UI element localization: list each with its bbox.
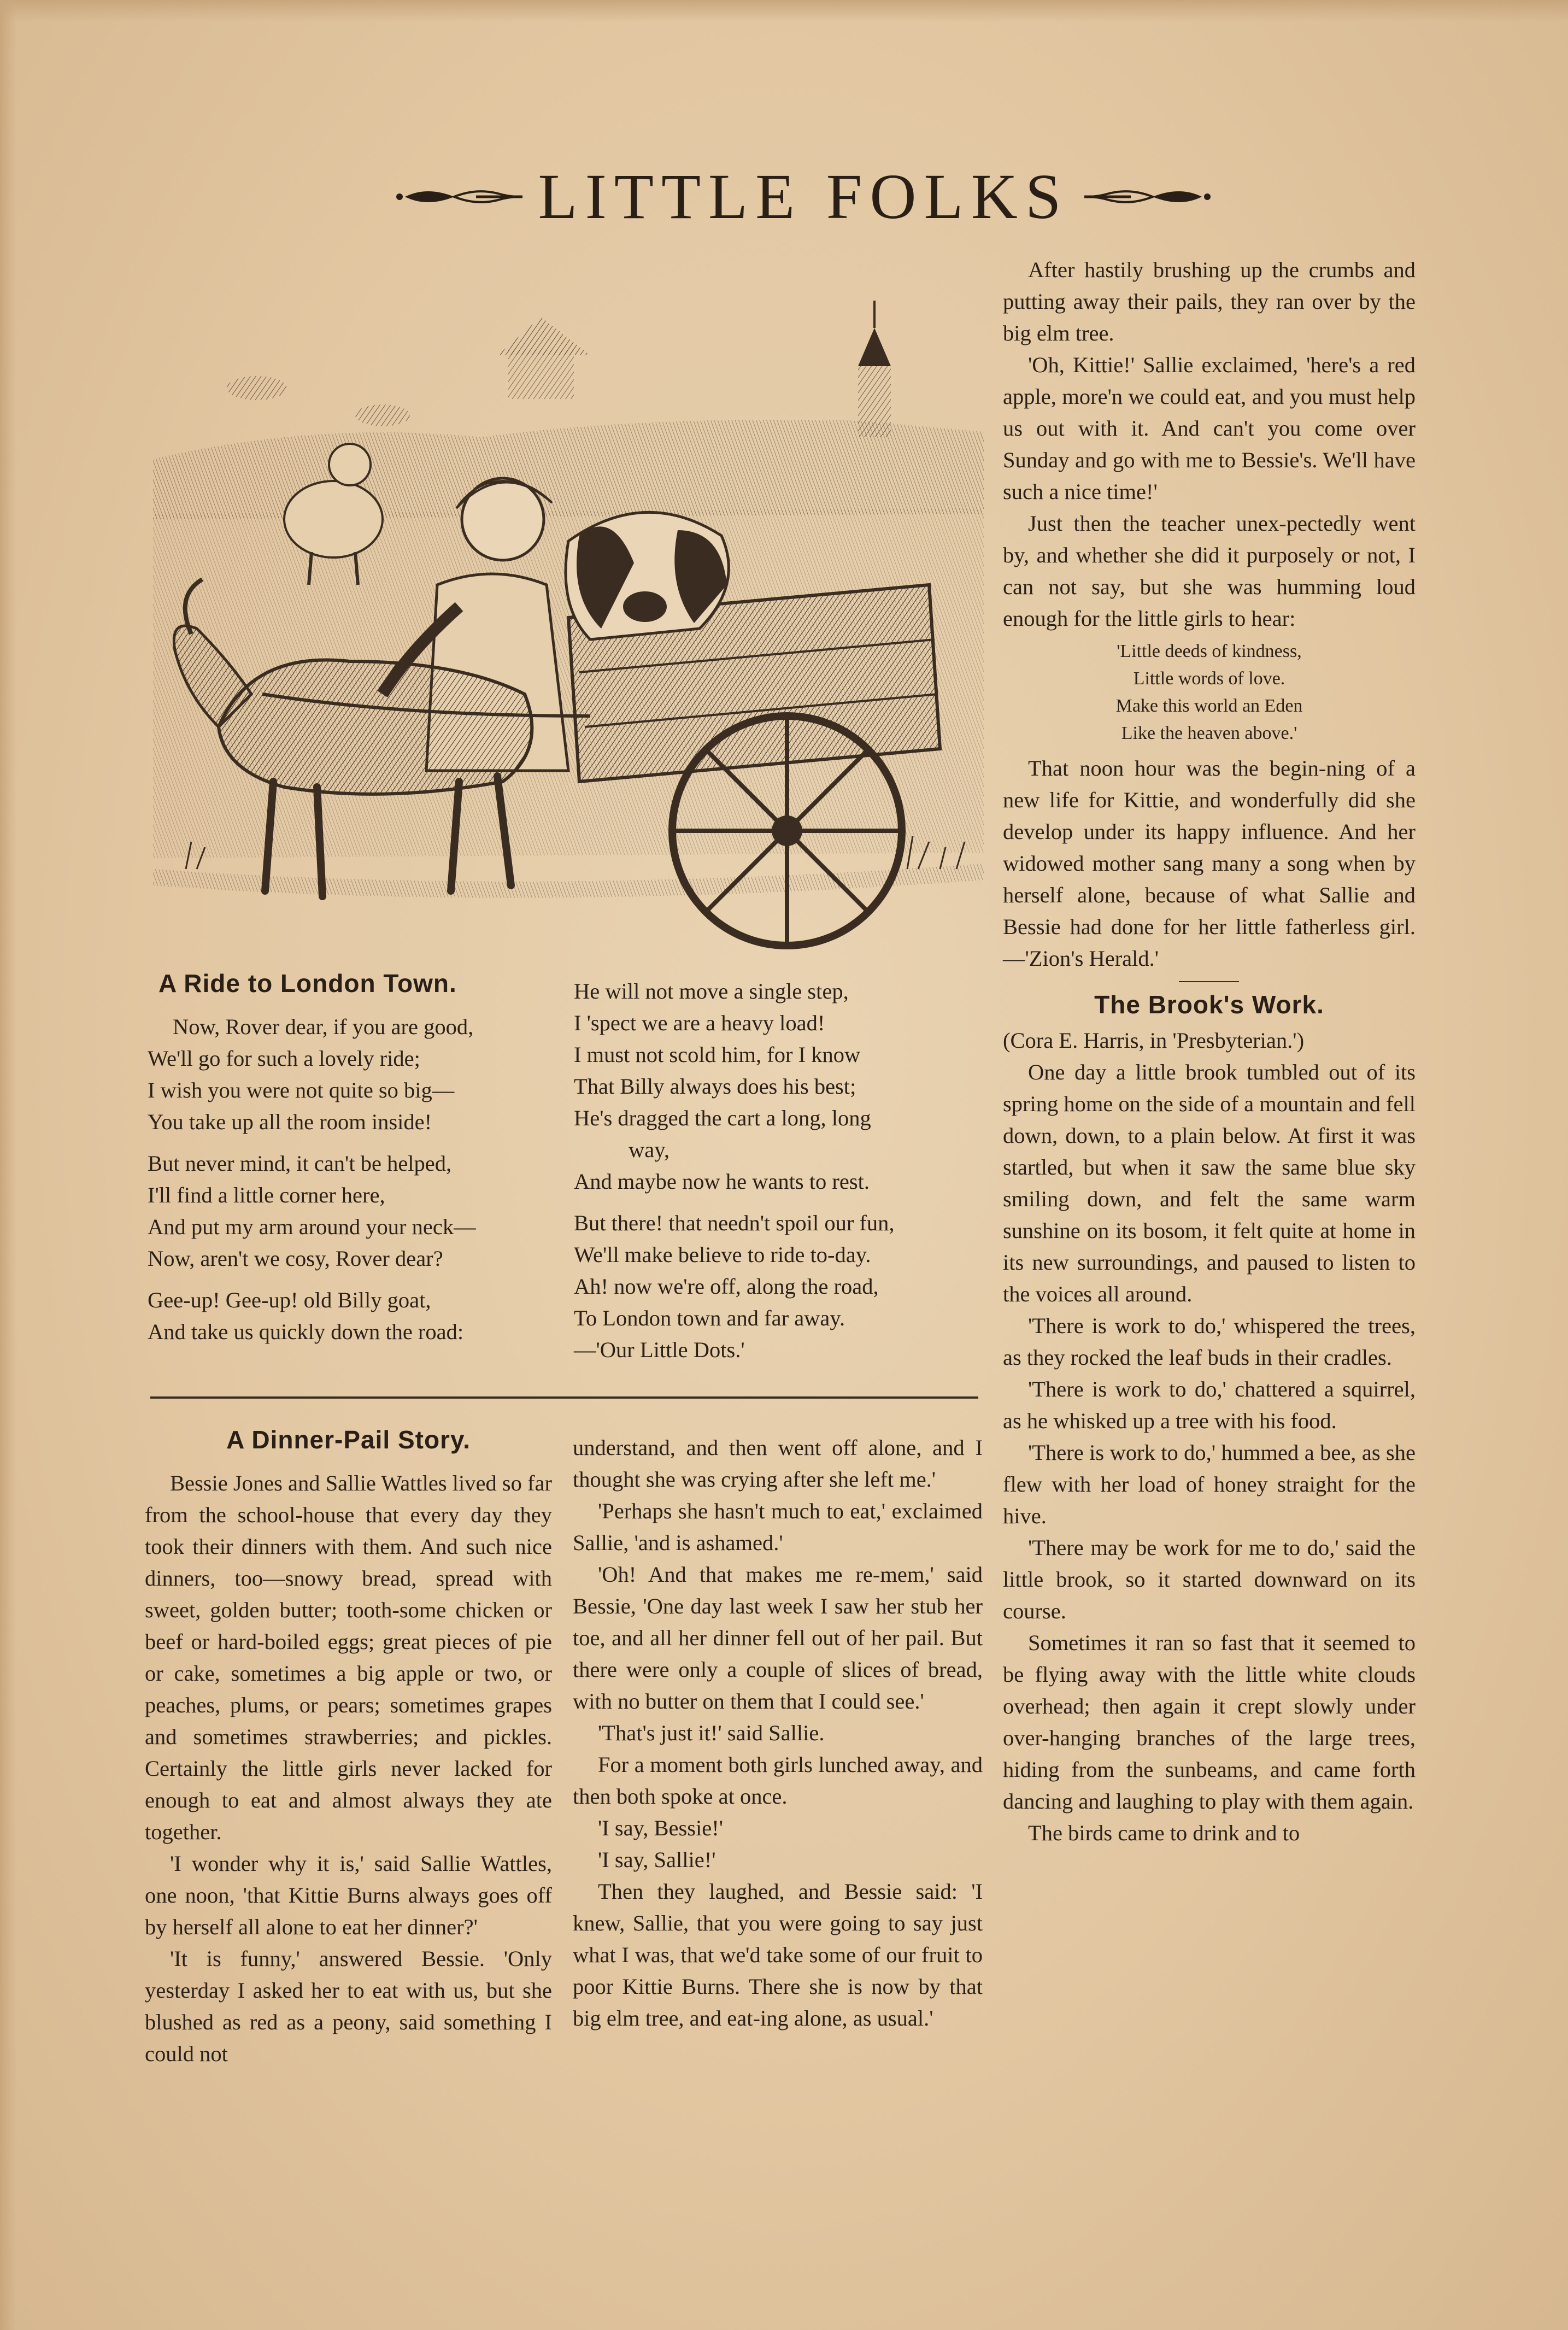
- paragraph: 'There is work to do,' hummed a bee, as she flew with her load of honey straight for the hive.: [1003, 1440, 1416, 1528]
- paragraph: 'I say, Sallie!': [598, 1847, 716, 1872]
- poem-line: But never mind, it can't be helped,: [148, 1151, 452, 1176]
- paragraph: 'Oh! And that makes me re-mem,' said Bessie, 'One day last week I saw her stub her toe, and all her dinner fell out of her pail. But there were only a couple of slices of bread, with no butter on them that I could see.': [573, 1562, 983, 1713]
- poem-line: And put my arm around your neck—: [148, 1214, 476, 1239]
- poem-line: Now, aren't we cosy, Rover dear?: [148, 1246, 443, 1271]
- verse-line: Little words of love.: [1133, 668, 1285, 689]
- small-divider: [1003, 975, 1416, 989]
- poem-line: He will not move a single step,: [574, 979, 849, 1003]
- paragraph: That noon hour was the begin-ning of a new life for Kittie, and wonderfully did she develop under its happy influence. And her widowed mother sang many a song when by herself alone, because of what Sallie and Bessie had done for her little fatherless girl.—'Zion's Herald.': [1003, 756, 1416, 971]
- paragraph: 'There is work to do,' chattered a squirrel, as he whisked up a tree with his food.: [1003, 1377, 1416, 1433]
- ride-poem-heading: A Ride to London Town.: [158, 969, 457, 997]
- poem-line: And maybe now he wants to rest.: [574, 1169, 870, 1194]
- verse-line: Like the heaven above.': [1121, 723, 1297, 743]
- ride-poem-column-2: [574, 976, 989, 1366]
- poem-line: Gee-up! Gee-up! old Billy goat,: [148, 1288, 431, 1312]
- poem-line: You take up all the room inside!: [148, 1110, 432, 1134]
- poem-line: That Billy always does his best;: [574, 1074, 856, 1099]
- masthead: [306, 156, 1301, 238]
- poem-line: Now, Rover dear, if you are good,: [173, 1014, 474, 1039]
- paragraph: 'There may be work for me to do,' said the little brook, so it started downward on its course.: [1003, 1535, 1416, 1623]
- ride-stanza-1: [148, 1011, 557, 1138]
- ride-stanza-3: [148, 1284, 557, 1348]
- poem-line: Ah! now we're off, along the road,: [574, 1274, 879, 1299]
- paragraph: Then they laughed, and Bessie said: 'I knew, Sallie, that you were going to say just what I was, that we'd take some of our fruit to poor Kittie Burns. There she is now by that big elm tree, and eat-ing alone, as usual.': [573, 1879, 983, 2030]
- masthead-title: LITTLE FOLKS: [538, 161, 1069, 232]
- paragraph: 'It is funny,' answered Bessie. 'Only yesterday I asked her to eat with us, but she blushed as red as a peony, said something I could not: [145, 1946, 552, 2066]
- poem-line: I must not scold him, for I know: [574, 1042, 861, 1067]
- byline: (Cora E. Harris, in 'Presbyterian.'): [1003, 1028, 1305, 1053]
- paragraph: One day a little brook tumbled out of its spring home on the side of a mountain and fell down, down, to a plain below. At first it was startled, but when it saw the same blue sky smiling down, and felt the same warm sunshine on its bosom, it felt quite at home in its new surroundings, and paused to listen to the voices all around.: [1003, 1060, 1416, 1306]
- poem-source: —'Our Little Dots.': [574, 1337, 745, 1362]
- paragraph: After hastily brushing up the crumbs and putting away their pails, they ran over by the big elm tree.: [1003, 257, 1416, 345]
- paragraph: Just then the teacher unex-pectedly went by, and whether she did it purposely or not, I can not say, but she was humming loud enough for the little girls to hear:: [1003, 511, 1416, 631]
- poem-line: I'll find a little corner here,: [148, 1183, 385, 1207]
- small-rule: [1179, 981, 1239, 982]
- poem-line: He's dragged the cart a long, long: [574, 1106, 871, 1130]
- paragraph: 'Perhaps she hasn't much to eat,' exclaimed Sallie, 'and is ashamed.': [573, 1499, 983, 1555]
- poem-line: We'll go for such a lovely ride;: [148, 1046, 420, 1071]
- paragraph: 'There is work to do,' whispered the trees, as they rocked the leaf buds in their cradles.: [1003, 1313, 1416, 1370]
- paragraph: The birds came to drink and to: [1028, 1821, 1300, 1845]
- left-flourish-icon: [394, 180, 525, 213]
- ride-stanza-2: [148, 1148, 557, 1275]
- right-flourish-icon: [1082, 180, 1213, 213]
- verse-quote: [1003, 638, 1416, 747]
- paragraph: 'I wonder why it is,' said Sallie Wattles, one noon, 'that Kittie Burns always goes off by herself all alone to eat her dinner?': [145, 1851, 552, 1939]
- paragraph: understand, and then went off alone, and I thought she was crying after she left me.': [573, 1435, 983, 1492]
- dinner-story-column-2: [573, 1432, 983, 2034]
- poem-line: I wish you were not quite so big—: [148, 1078, 455, 1102]
- poem-line: I 'spect we are a heavy load!: [574, 1011, 825, 1035]
- verse-line: Make this world an Eden: [1115, 696, 1303, 716]
- goat-cart-illustration: [153, 279, 984, 951]
- verse-line: 'Little deeds of kindness,: [1117, 641, 1302, 661]
- paragraph: 'Oh, Kittie!' Sallie exclaimed, 'here's a red apple, more'n we could eat, and you must help us out with it. And can't you come over Sunday and go with me to Bessie's. We'll have such a nice time!': [1003, 353, 1416, 504]
- ride-stanza-5: [574, 1207, 989, 1366]
- brook-heading: The Brook's Work.: [1094, 990, 1324, 1019]
- poem-line: To London town and far away.: [574, 1306, 845, 1330]
- ride-stanza-4: [574, 976, 989, 1198]
- page-edge-shadow-left: [0, 0, 16, 2330]
- paragraph: Sometimes it ran so fast that it seemed to be flying away with the little white clouds overhead; then again it crept slowly under over-hanging branches of the large trees, hiding from the sunbeams, and came forth dancing and laughing to play with them again.: [1003, 1630, 1416, 1813]
- poem-line: We'll make believe to ride to-day.: [574, 1242, 871, 1267]
- poem-line: way,: [629, 1137, 670, 1162]
- dinner-story-heading: A Dinner-Pail Story.: [226, 1425, 471, 1454]
- dinner-story-column-1: [145, 1424, 552, 2070]
- ride-poem-column-1: [148, 967, 557, 1348]
- paragraph: 'I say, Bessie!': [598, 1816, 724, 1840]
- paragraph: For a moment both girls lunched away, and then both spoke at once.: [573, 1752, 983, 1809]
- paragraph: Bessie Jones and Sallie Wattles lived so far from the school-house that every day they took their dinners with them. And such nice dinners, too—snowy bread, spread with sweet, golden butter; tooth-some chicken or beef or hard-boiled eggs; great pieces of pie or cake, sometimes a big apple or two, or peaches, plums, or pears; sometimes grapes and sometimes strawberries; and pickles. Certainly the little girls never lacked for enough to eat and almost always they ate together.: [145, 1471, 552, 1844]
- paragraph: 'That's just it!' said Sallie.: [598, 1721, 825, 1745]
- right-column: [1003, 254, 1416, 1849]
- poem-line: But there! that needn't spoil our fun,: [574, 1211, 895, 1235]
- section-divider: [150, 1396, 978, 1399]
- page-edge-shadow: [0, 0, 1568, 22]
- poem-line: And take us quickly down the road:: [148, 1319, 464, 1344]
